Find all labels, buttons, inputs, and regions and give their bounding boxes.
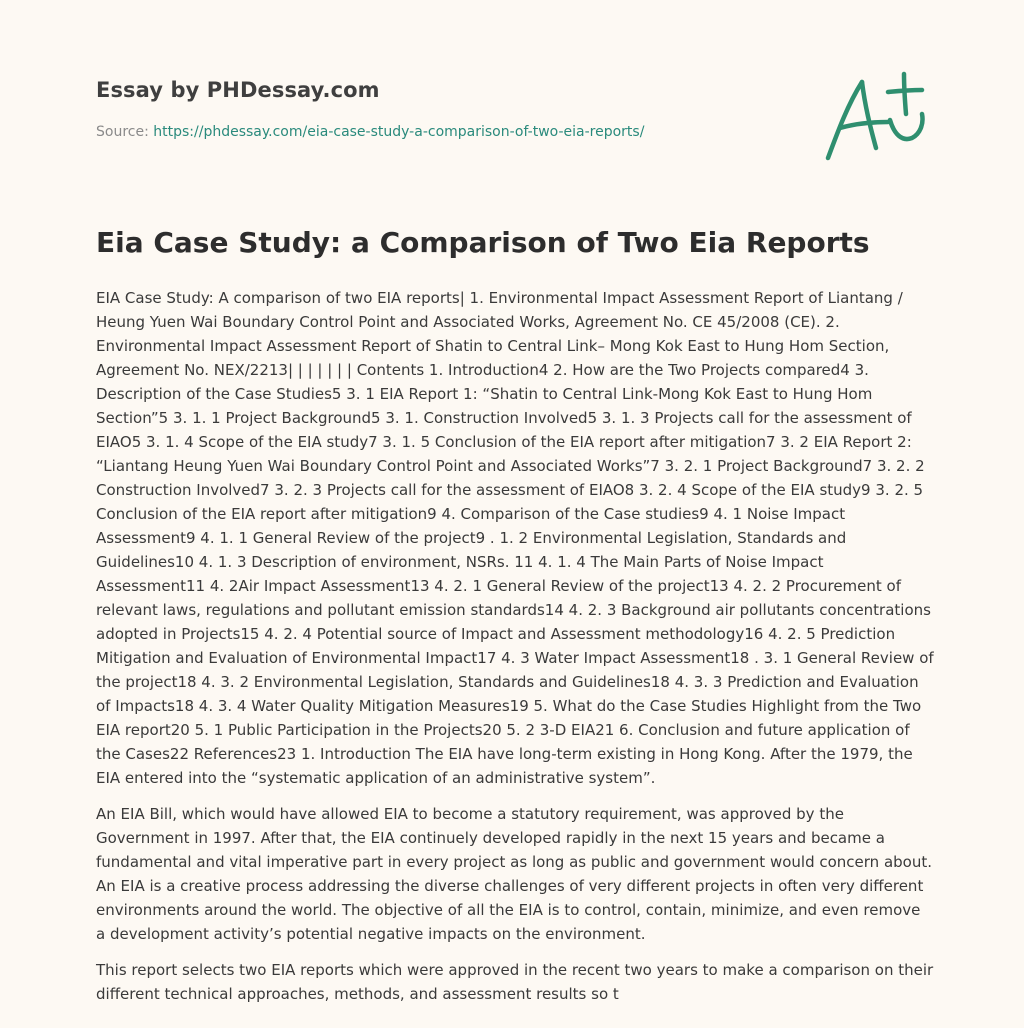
site-header (96, 78, 380, 102)
a-plus-logo (818, 66, 930, 166)
article-body (96, 286, 934, 1018)
page-title: Eia Case Study: a Comparison of Two Eia Reports (96, 226, 870, 259)
source-label: Source: (96, 124, 154, 140)
paragraph: This report selects two EIA reports which were approved in the recent two years to make a comparison on their different technical approaches, methods, and assessment results so t (96, 961, 934, 1003)
source-line (96, 124, 644, 140)
paragraph: An EIA Bill, which would have allowed EIA to become a statutory requirement, was approved by the Government in 1997. After that, the EIA continuely developed rapidly in the next 15 years and became a fundamental and vital imperative part in every project as long as public and government would concern about. An EIA is a creative process addressing the diverse challenges of very different projects in often very different environments around the world. The objective of all the EIA is to control, contain, minimize, and even remove a development activity’s potential negative impacts on the environment. (96, 805, 932, 943)
site-brand: Essay by PHDessay.com (96, 78, 380, 102)
source-link[interactable]: https://phdessay.com/eia-case-study-a-comparison-of-two-eia-reports/ (153, 124, 645, 140)
paragraph: EIA Case Study: A comparison of two EIA reports| 1. Environmental Impact Assessment Report of Liantang / Heung Yuen Wai Boundary Control Point and Associated Works, Agreement No. CE 45/2008 (CE). 2. Environmental Impact Assessment Report of Shatin to Central Link– Mong Kok East to Hung Hom Section, Agreement No. NEX/2213| | | | | | | Contents 1. Introduction4 2. How are the Two Projects compared4 3. Description of the Case Studies5 3. 1 EIA Report 1: “Shatin to Central Link-Mong Kok East to Hung Hom Section”5 3. 1. 1 Project Background5 3. 1. Construction Involved5 3. 1. 3 Projects call for the assessment of EIAO5 3. 1. 4 Scope of the EIA study7 3. 1. 5 Conclusion of the EIA report after mitigation7 3. 2 EIA Report 2: “Liantang Heung Yuen Wai Boundary Control Point and Associated Works”7 3. 2. 1 Project Background7 3. 2. 2 Construction Involved7 3. 2. 3 Projects call for the assessment of EIAO8 3. 2. 4 Scope of the EIA study9 3. 2. 5 Conclusion of the EIA report after mitigation9 4. Comparison of the Case studies9 4. 1 Noise Impact Assessment9 4. 1. 1 General Review of the project9 . 1. 2 Environmental Legislation, Standards and Guidelines10 4. 1. 3 Description of environment, NSRs. 11 4. 1. 4 The Main Parts of Noise Impact Assessment11 4. 2Air Impact Assessment13 4. 2. 1 General Review of the project13 4. 2. 2 Procurement of relevant laws, regulations and pollutant emission standards14 4. 2. 3 Background air pollutants concentrations adopted in Projects15 4. 2. 4 Potential source of Impact and Assessment methodology16 4. 2. 5 Prediction Mitigation and Evaluation of Environmental Impact17 4. 3 Water Impact Assessment18 . 3. 1 General Review of the project18 4. 3. 2 Environmental Legislation, Standards and Guidelines18 4. 3. 3 Prediction and Evaluation of Impacts18 4. 3. 4 Water Quality Mitigation Measures19 5. What do the Case Studies Highlight from the Two EIA report20 5. 1 Public Participation in the Projects20 5. 2 3-D EIA21 6. Conclusion and future application of the Cases22 References23 1. Introduction The EIA have long-term existing in Hong Kong. After the 1979, the EIA entered into the “systematic application of an administrative system”. (96, 289, 934, 787)
